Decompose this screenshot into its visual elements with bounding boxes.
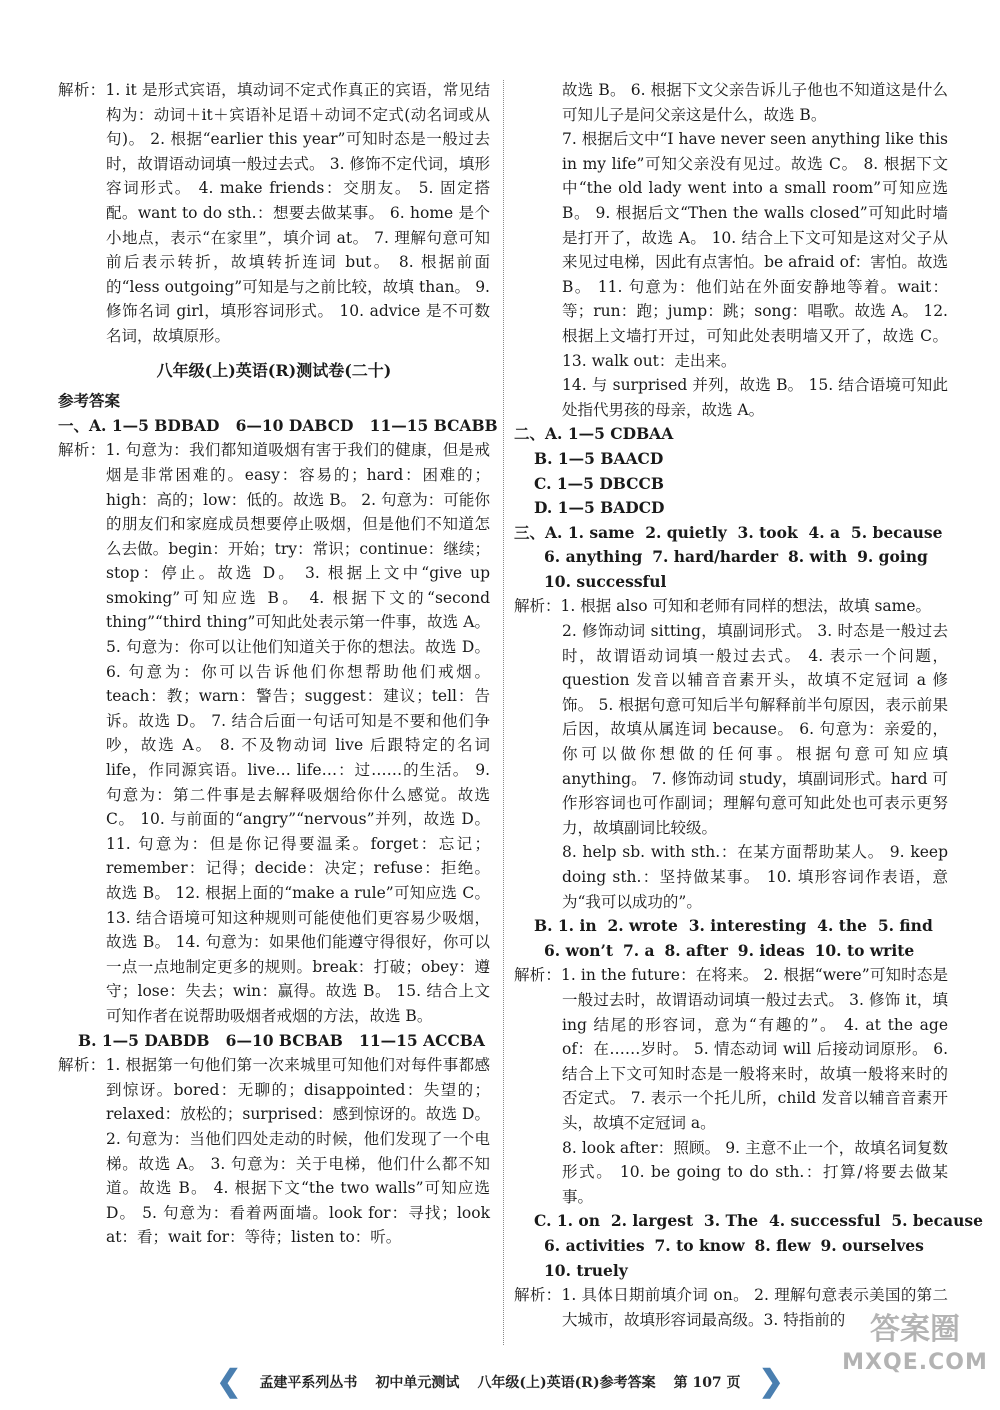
- part3-a-analysis-3: 8. help sb. with sth.：在某方面帮助某人。 9. keep doing sth.：坚持做某事。 10. 填形容词作表语，意为“我可以成功的”。: [562, 843, 948, 911]
- chevron-left-icon: ❮: [216, 1364, 242, 1399]
- part2-d-answers: D. 1—5 BADCD: [534, 498, 665, 518]
- answer-item: 8. flew: [754, 1235, 811, 1255]
- part1-a-answers: 一、A. 1—5 BDBAD 6—10 DABCD 11—15 BCABB: [58, 415, 498, 435]
- part3-b-answers-row: [514, 939, 948, 964]
- answer-item: 6. won’t: [544, 940, 614, 960]
- part3-b-answers-row: [514, 914, 948, 939]
- answer-item: B. 1. in: [534, 916, 597, 936]
- answer-item: 10. successful: [544, 571, 667, 591]
- part1-b-analysis-continued-2: 7. 根据后文中“I have never seen anything like this in my life”可知父亲没有见过。故选 C。 8. 根据下文中“the old lady went into a small room”可知应选 B。 9. 根据后文“Then the walls closed”可知此时墙是打开了，故选 A。 10. 结合上下文可知是这对父子从来见过电梯，因此有点害怕。be afraid of：害怕。故选 B。 11. 句意为：他们站在外面安静地等着。wait：等；run：跑；jump：跳；song：唱歌。故选 A。 12. 根据上文墙打开过，可知此处表明墙又开了，故选 C。 13. walk out：走出来。: [562, 130, 948, 370]
- answer-item: 2. largest: [610, 1211, 694, 1231]
- part3-c-answers-row: [514, 1234, 948, 1259]
- answer-item: 4. a: [808, 522, 841, 542]
- watermark-line2: MXQE.COM: [842, 1350, 988, 1375]
- reference-heading: 参考答案: [58, 391, 121, 411]
- answer-item: 5. because: [850, 522, 943, 542]
- part3-a-answers-row: [514, 545, 948, 570]
- watermark-logo: [835, 1310, 995, 1400]
- answer-item: 10. truely: [544, 1260, 628, 1280]
- answer-item: 8. after: [664, 940, 728, 960]
- chevron-right-icon: ❯: [758, 1364, 784, 1399]
- answer-item: 3. took: [737, 522, 798, 542]
- part1-b-analysis: 解析：1. 根据第一句他们第一次来城里可知他们对每件事都感到惊讶。bored：无聊的；disappointed：失望的；relaxed：放松的；surprised：感到惊讶的。故选 D。 2. 句意为：当他们四处走动的时候，他们发现了一个电梯。故选 A。 3. 句意为：关于电梯，他们什么都不知道。故选 B。 4. 根据下文“the two walls”可知应选 D。 5. 句意为：看着两面墙。look for：寻找；look at：看；wait for：等待；listen to：听。: [58, 1056, 490, 1247]
- answer-item: 10. to write: [814, 940, 915, 960]
- part3-a-analysis-2: 2. 修饰动词 sitting，填副词形式。 3. 时态是一般过去时，故谓语动词填一般过去式。 4. 表示一个问题，question 发音以辅音音素开头，故填不定冠词 a 修饰。 5. 根据句意可知后半句解释前半句原因，表示前果后因，故填从属连词 because。 6. 句意为：亲爱的，你可以做你想做的任何事。根据句意可知应填 anything。 7. 修饰动词 study，填副词形式。hard 可作形容词也可作副词；理解句意可知此处也可表示更努力，故填副词比较级。: [562, 622, 948, 837]
- part1-b-analysis-continued-3: 14. 与 surprised 并列，故选 B。 15. 结合语境可知此处指代男孩的母亲，故选 A。: [562, 376, 948, 419]
- subject-name: 八年级(上)英语(R)参考答案: [477, 1375, 656, 1391]
- answer-item: 9. ourselves: [820, 1235, 924, 1255]
- answer-item: 5. because: [891, 1211, 983, 1231]
- series-name: 孟建平系列丛书: [259, 1375, 358, 1391]
- column-divider: [503, 80, 505, 1345]
- answer-item: 6. anything: [544, 547, 643, 567]
- answer-item: 7. a: [622, 940, 655, 960]
- part1-b-analysis-continued: 故选 B。 6. 根据下文父亲告诉儿子他也不知道这是什么可知儿子是问父亲这是什么，故选 B。: [562, 81, 948, 124]
- answer-item: 6. activities: [544, 1235, 645, 1255]
- answer-item: 三、A. 1. same: [514, 522, 635, 542]
- answer-item: 9. going: [857, 547, 928, 567]
- part3-a-answers-row: [514, 570, 948, 595]
- answer-item: 7. hard/harder: [652, 547, 779, 567]
- answer-item: 2. quietly: [645, 522, 727, 542]
- answer-item: 5. find: [877, 916, 933, 936]
- part3-c-answers-row: [514, 1259, 948, 1284]
- watermark-line1: 答案圈: [870, 1312, 960, 1347]
- part2-b-answers: B. 1—5 BAACD: [534, 448, 664, 468]
- answer-item: 4. successful: [768, 1211, 881, 1231]
- answer-item: 2. wrote: [607, 916, 678, 936]
- part3-a-analysis: 解析：1. 根据 also 可知和老师有同样的想法，故填 same。: [514, 597, 932, 616]
- book-name: 初中单元测试: [375, 1375, 460, 1391]
- part3-c-analysis: 解析：1. 具体日期前填介词 on。 2. 理解句意表示美国的第二大城市，故填形容词最高级。3. 特指前的: [514, 1286, 948, 1329]
- section-title: 八年级(上)英语(R)测试卷(二十): [156, 360, 392, 380]
- answer-item: 3. interesting: [688, 916, 807, 936]
- part1-b-answers: B. 1—5 DABDB 6—10 BCBAB 11—15 ACCBA: [78, 1030, 485, 1050]
- answer-item: 8. with: [787, 547, 848, 567]
- part3-c-answers-row: [514, 1209, 983, 1234]
- answer-item: 7. to know: [654, 1235, 745, 1255]
- answer-item: 9. ideas: [737, 940, 805, 960]
- part1-a-analysis: 解析：1. 句意为：我们都知道吸烟有害于我们的健康，但是戒烟是非常困难的。easy：容易的；hard：困难的；high：高的；low：低的。故选 B。 2. 句意为：可能你的朋友们和家庭成员想要停止吸烟，但是他们不知道怎么去做。begin：开始；try：常识；continue：继续；stop：停止。故选 D。 3. 根据上文中“give up smoking”可知应选 B。 4. 根据下文的“second thing”“third thing”可知此处表示第一件事，故选 A。 5. 句意为：你可以让他们知道关于你的想法。故选 D。 6. 句意为：你可以告诉他们你想帮助他们戒烟。teach：教；warn：警告；suggest：建议；tell：告诉。故选 D。 7. 结合后面一句话可知是不要和他们争吵，故选 A。 8. 不及物动词 live 后跟特定的名词 life，作同源宾语。live… life…：过……的生活。 9. 句意为：第二件事是去解释吸烟给你什么感觉。故选 C。 10. 与前面的“angry”“nervous”并列，故选 D。 11. 句意为：但是你记得要温柔。forget：忘记；remember：记得；decide：决定；refuse：拒绝。故选 B。 12. 根据上面的“make a rule”可知应选 C。 13. 结合语境可知这种规则可能使他们更容易少吸烟，故选 B。 14. 句意为：如果他们能遵守得很好，你可以一点一点地制定更多的规则。break：打破；obey：遵守；lose：失去；win：赢得。故选 B。 15. 结合上文可知作者在说帮助吸烟者戒烟的方法，故选 B。: [58, 441, 490, 1025]
- part3-b-analysis: 解析：1. in the future：在将来。 2. 根据“were”可知时态是一般过去时，故谓语动词填一般过去式。 3. 修饰 it，填 ing 结尾的形容词，意为“有趣的”。 4. at the age of：在……岁时。 5. 情态动词 will 后接动词原形。 6. 结合上下文可知时态是一般将来时，故填一般将来时的否定式。 7. 表示一个托儿所，child 发音以辅音音素开头，故填不定冠词 a。: [514, 966, 948, 1132]
- answer-item: C. 1. on: [534, 1211, 601, 1231]
- part3-b-analysis-2: 8. look after：照顾。 9. 主意不止一个，故填名词复数形式。 10. be going to do sth.：打算/将要去做某事。: [562, 1138, 948, 1206]
- part2-c-answers: C. 1—5 DBCCB: [534, 473, 664, 493]
- prev-analysis: 解析：1. it 是形式宾语，填动词不定式作真正的宾语，常见结构为：动词＋it＋宾语补足语＋动词不定式(动名词或从句)。 2. 根据“earlier this year”可知时态是一般过去时，故谓语动词填一般过去式。 3. 修饰不定代词，填形容词形式。 4. make friends：交朋友。 5. 固定搭配。want to do sth.：想要去做某事。 6. home 是个小地点，表示“在家里”，填介词 at。 7. 理解句意可知前后表示转折，故填转折连词 but。 8. 根据前面的“less outgoing”可知是与之前比较，故填 than。 9. 修饰名词 girl，填形容词形式。 10. advice 是不可数名词，故填原形。: [58, 81, 490, 345]
- answer-item: 3. The: [703, 1211, 759, 1231]
- part2-a-answers: 二、A. 1—5 CDBAA: [514, 424, 674, 444]
- part3-a-answers-row: [514, 521, 948, 546]
- page-number: 第 107 页: [673, 1375, 741, 1391]
- left-column: [58, 78, 498, 1250]
- answer-item: 4. the: [817, 916, 868, 936]
